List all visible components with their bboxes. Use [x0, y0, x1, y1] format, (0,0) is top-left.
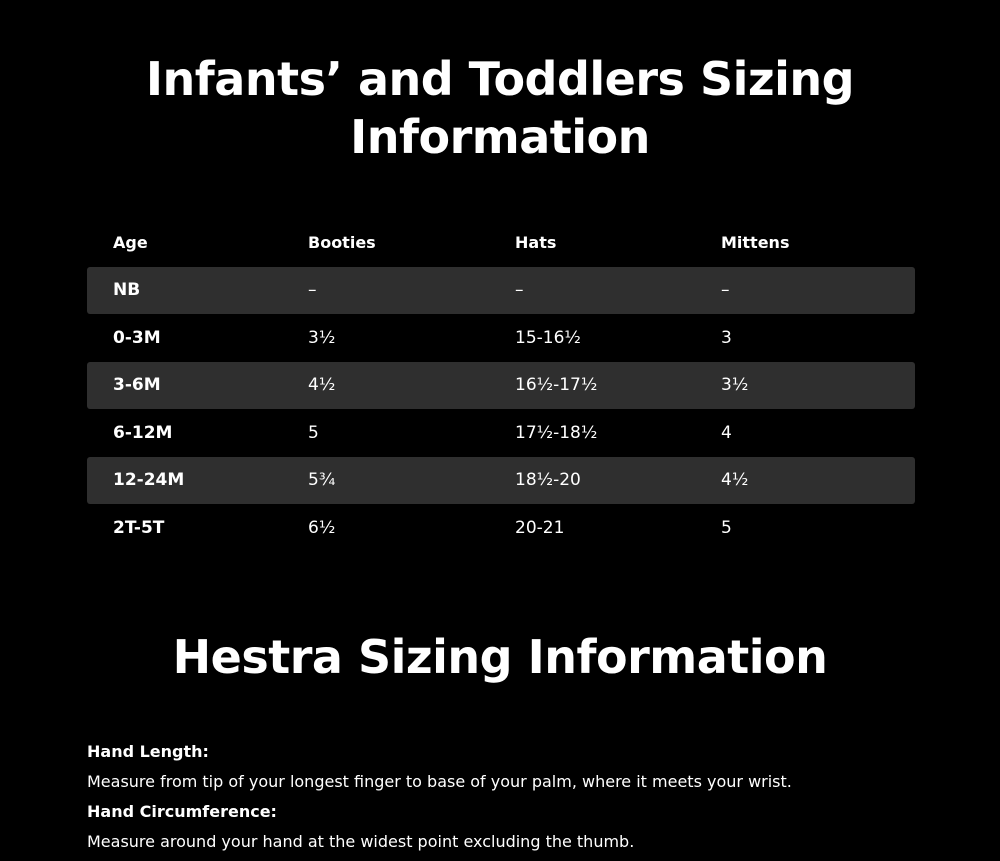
age-cell: 2T-5T — [113, 517, 165, 538]
hats-cell: 17½-18½ — [515, 422, 598, 443]
infants-sizing-title — [0, 50, 1000, 166]
age-cell: NB — [87, 267, 282, 315]
table-row — [87, 504, 915, 552]
hats-cell: 16½-17½ — [489, 362, 695, 410]
booties-cell: – — [282, 267, 489, 315]
infants-title-line-1: Infants’ and Toddlers Sizing — [145, 52, 855, 106]
infants-sizing-table — [87, 219, 915, 552]
mittens-cell: 3½ — [695, 362, 915, 410]
booties-cell: 6½ — [308, 517, 336, 538]
mittens-cell: 4½ — [695, 457, 915, 505]
table-row — [87, 362, 915, 410]
infants-title-line-2: Information — [350, 110, 650, 164]
booties-cell: 3½ — [308, 327, 336, 348]
hestra-sizing-title: Hestra Sizing Information — [172, 630, 828, 684]
table-header-row — [87, 219, 915, 267]
mittens-cell: 5 — [721, 517, 732, 538]
header-mittens: Mittens — [721, 233, 790, 253]
hats-cell: – — [489, 267, 695, 315]
booties-cell: 4½ — [282, 362, 489, 410]
age-cell: 6-12M — [113, 422, 173, 443]
mittens-cell: 4 — [721, 422, 732, 443]
hand-circumference-heading: Hand Circumference: — [87, 802, 277, 821]
table-row — [87, 409, 915, 457]
hestra-measurement-info — [87, 737, 967, 857]
hand-length-text: Measure from tip of your longest finger to base of your palm, where it meets your wrist. — [87, 772, 792, 791]
age-cell: 12-24M — [87, 457, 282, 505]
table-row — [87, 267, 915, 315]
header-age: Age — [113, 233, 148, 253]
header-booties: Booties — [308, 233, 376, 253]
hats-cell: 18½-20 — [489, 457, 695, 505]
hand-length-heading: Hand Length: — [87, 742, 209, 761]
age-cell: 0-3M — [113, 327, 161, 348]
hand-circumference-text: Measure around your hand at the widest point excluding the thumb. — [87, 832, 635, 851]
mittens-cell: – — [695, 267, 915, 315]
hats-cell: 15-16½ — [515, 327, 581, 348]
hats-cell: 20-21 — [515, 517, 565, 538]
table-row — [87, 314, 915, 362]
mittens-cell: 3 — [721, 327, 732, 348]
booties-cell: 5 — [308, 422, 319, 443]
table-row — [87, 457, 915, 505]
booties-cell: 5¾ — [282, 457, 489, 505]
header-hats: Hats — [515, 233, 557, 253]
age-cell: 3-6M — [87, 362, 282, 410]
